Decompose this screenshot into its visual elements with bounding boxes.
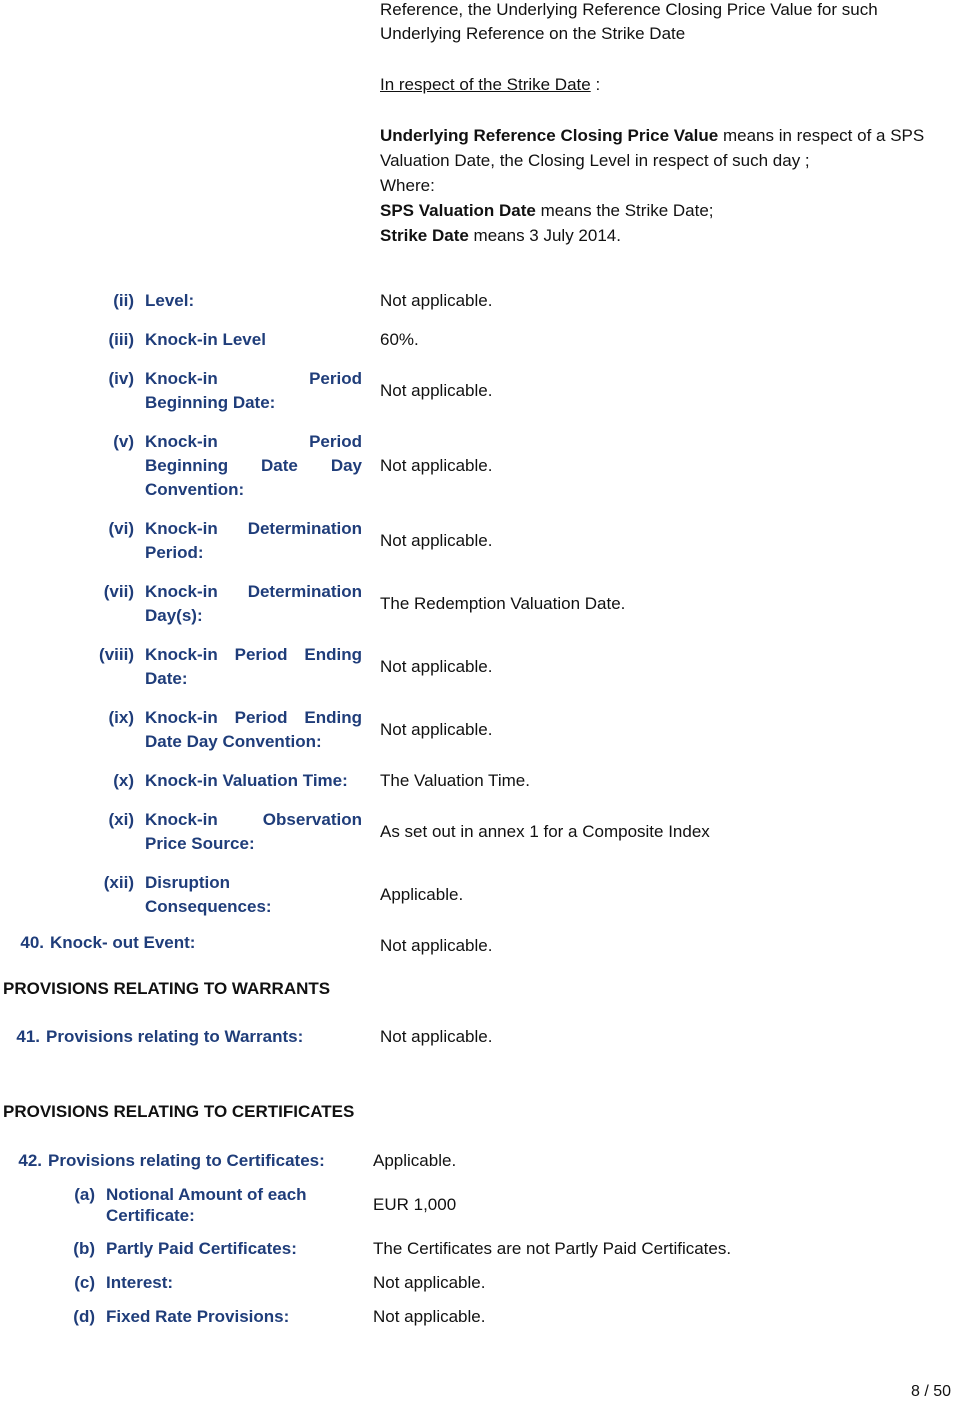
item-41-label: Provisions relating to Warrants:: [46, 1027, 304, 1046]
knock-in-item-value: Not applicable.: [380, 291, 493, 310]
knock-in-item-value: 60%.: [380, 330, 419, 349]
subitem-a-label-line-2: Certificate:: [106, 1206, 195, 1225]
knock-in-item-label: [145, 871, 362, 919]
knock-in-label-line: [145, 643, 362, 667]
knock-in-item-number: (ii): [113, 291, 134, 310]
knock-in-item-number: (vii): [103, 582, 134, 601]
item-42-number: 42.: [18, 1151, 42, 1170]
knock-in-label-line: [145, 895, 362, 919]
item-40-value: Not applicable.: [380, 936, 493, 955]
knock-in-item-number: (xi): [108, 810, 134, 829]
item-41-value: Not applicable.: [380, 1027, 493, 1046]
sps-valuation-date-term: SPS Valuation Date: [380, 201, 536, 220]
knock-in-item-number: (x): [113, 771, 134, 790]
subitem-a-value: EUR 1,000: [373, 1195, 457, 1214]
item-40-number: 40.: [20, 933, 44, 952]
knock-in-item-value: As set out in annex 1 for a Composite Index: [380, 822, 710, 841]
knock-in-label-line: [145, 367, 362, 391]
knock-in-label-word: Date:: [145, 669, 188, 688]
knock-in-item-value: The Redemption Valuation Date.: [380, 594, 626, 613]
knock-in-item-number: (xii): [103, 873, 134, 892]
knock-in-label-line: [145, 871, 362, 895]
knock-in-label-word: Convention:: [145, 480, 245, 499]
strike-date-text: means 3 July 2014.: [468, 226, 621, 245]
knock-in-label-line: [145, 808, 362, 832]
knock-in-label-word: Period: [309, 369, 362, 388]
subitem-a-number: (a): [74, 1185, 95, 1204]
knock-in-label-word: Beginning Date:: [145, 393, 276, 412]
knock-in-label-word: Knock-in: [145, 432, 218, 451]
definition-continuation-line-2: Underlying Reference on the Strike Date: [380, 24, 686, 43]
knock-in-label-line: [145, 391, 362, 415]
item-41-number: 41.: [16, 1027, 40, 1046]
knock-in-label-word: Determination: [247, 519, 362, 538]
knock-in-label-line: [145, 667, 362, 691]
knock-in-label-line: [145, 769, 362, 793]
knock-in-label-word: Level:: [145, 291, 195, 310]
knock-in-item-label: [145, 643, 362, 691]
knock-in-label-line: [145, 517, 362, 541]
page-number: 8 / 50: [910, 1383, 951, 1400]
subitem-c-label: Interest:: [106, 1273, 174, 1292]
knock-in-item-number: (ix): [108, 708, 134, 727]
sps-valuation-date-definition: [380, 199, 714, 223]
knock-in-label-word: Knock-in Level: [145, 330, 266, 349]
subitem-d-value: Not applicable.: [373, 1307, 486, 1326]
subitem-b-label: Partly Paid Certificates:: [106, 1239, 297, 1258]
knock-in-label-line: [145, 604, 362, 628]
knock-in-label-word: Period: [234, 645, 288, 664]
knock-in-label-word: Observation: [262, 810, 362, 829]
strike-date-underlined-heading: In respect of the Strike Date: [380, 75, 591, 94]
knock-in-item-label: [145, 808, 362, 856]
subitem-c-value: Not applicable.: [373, 1273, 486, 1292]
where-label: Where:: [380, 176, 435, 195]
knock-in-item-label: [145, 289, 362, 313]
strike-date-paragraph: [380, 73, 600, 97]
closing-price-definition-text: means in respect of a SPS: [718, 126, 925, 145]
knock-in-label-word: Ending: [304, 708, 362, 727]
knock-in-label-word: Consequences:: [145, 897, 272, 916]
knock-in-item-label: [145, 517, 362, 565]
knock-in-label-line: [145, 832, 362, 856]
knock-in-item-label: [145, 769, 362, 793]
knock-in-label-word: Period: [309, 432, 362, 451]
sps-valuation-date-text: means the Strike Date;: [535, 201, 714, 220]
knock-in-item-label: [145, 367, 362, 415]
knock-in-label-word: Date: [261, 456, 298, 475]
knock-in-label-line: [145, 580, 362, 604]
closing-price-definition-line-1: [380, 124, 924, 148]
knock-in-label-line: [145, 706, 362, 730]
knock-in-label-word: Period: [234, 708, 288, 727]
item-42-label: Provisions relating to Certificates:: [48, 1151, 325, 1170]
knock-in-item-label: [145, 706, 362, 754]
subitem-c-number: (c): [74, 1273, 95, 1292]
knock-in-item-value: Not applicable.: [380, 657, 493, 676]
strike-date-definition: [380, 224, 621, 248]
knock-in-item-value: The Valuation Time.: [380, 771, 530, 790]
knock-in-item-number: (iii): [108, 330, 134, 349]
knock-in-label-word: Day: [330, 456, 362, 475]
knock-in-item-number: (viii): [99, 645, 134, 664]
subitem-a-label-line-1: Notional Amount of each: [106, 1185, 307, 1204]
closing-price-term: Underlying Reference Closing Price Value: [380, 126, 719, 145]
knock-in-label-line: [145, 730, 362, 754]
knock-in-item-value: Not applicable.: [380, 456, 493, 475]
knock-in-label-word: Knock-in: [145, 369, 218, 388]
knock-in-item-number: (iv): [108, 369, 134, 388]
knock-in-label-word: Knock-in: [145, 708, 218, 727]
knock-in-label-word: Ending: [304, 645, 362, 664]
knock-in-label-word: Knock-in: [145, 645, 218, 664]
knock-in-label-word: Disruption: [145, 873, 230, 892]
knock-in-label-line: [145, 430, 362, 454]
certificates-section-heading: PROVISIONS RELATING TO CERTIFICATES: [3, 1102, 355, 1121]
knock-in-label-line: [145, 541, 362, 565]
knock-in-label-word: Determination: [247, 582, 362, 601]
knock-in-label-word: Period:: [145, 543, 204, 562]
strike-date-colon: :: [590, 75, 601, 94]
knock-in-label-word: Knock-in: [145, 810, 218, 829]
knock-in-label-line: [145, 328, 362, 352]
knock-in-label-line: [145, 454, 362, 478]
subitem-d-number: (d): [73, 1307, 95, 1326]
strike-date-term: Strike Date: [380, 226, 469, 245]
knock-in-item-label: [145, 328, 362, 352]
knock-in-label-word: Knock-in: [145, 519, 218, 538]
subitem-d-label: Fixed Rate Provisions:: [106, 1307, 290, 1326]
knock-in-label-line: [145, 289, 362, 313]
subitem-b-number: (b): [73, 1239, 95, 1258]
item-42-value: Applicable.: [373, 1151, 457, 1170]
knock-in-label-word: Price Source:: [145, 834, 255, 853]
knock-in-label-word: Knock-in: [145, 582, 218, 601]
knock-in-label-word: Date Day Convention:: [145, 732, 322, 751]
knock-in-item-number: (v): [113, 432, 134, 451]
knock-in-item-label: [145, 580, 362, 628]
knock-in-item-value: Not applicable.: [380, 531, 493, 550]
closing-price-definition-line-2: Valuation Date, the Closing Level in respect of such day ;: [380, 151, 810, 170]
knock-in-label-word: Knock-in Valuation Time:: [145, 771, 348, 790]
knock-in-item-value: Not applicable.: [380, 720, 493, 739]
knock-in-item-value: Applicable.: [380, 885, 464, 904]
definition-continuation-line-1: Reference, the Underlying Reference Closing Price Value for such: [380, 0, 878, 19]
item-40-label: Knock- out Event:: [50, 933, 196, 952]
knock-in-item-value: Not applicable.: [380, 381, 493, 400]
warrants-section-heading: PROVISIONS RELATING TO WARRANTS: [3, 979, 331, 998]
subitem-b-value: The Certificates are not Partly Paid Certificates.: [373, 1239, 732, 1258]
knock-in-label-word: Beginning: [145, 456, 229, 475]
knock-in-item-number: (vi): [108, 519, 134, 538]
knock-in-label-word: Day(s):: [145, 606, 203, 625]
knock-in-label-line: [145, 478, 362, 502]
knock-in-item-label: [145, 430, 362, 502]
